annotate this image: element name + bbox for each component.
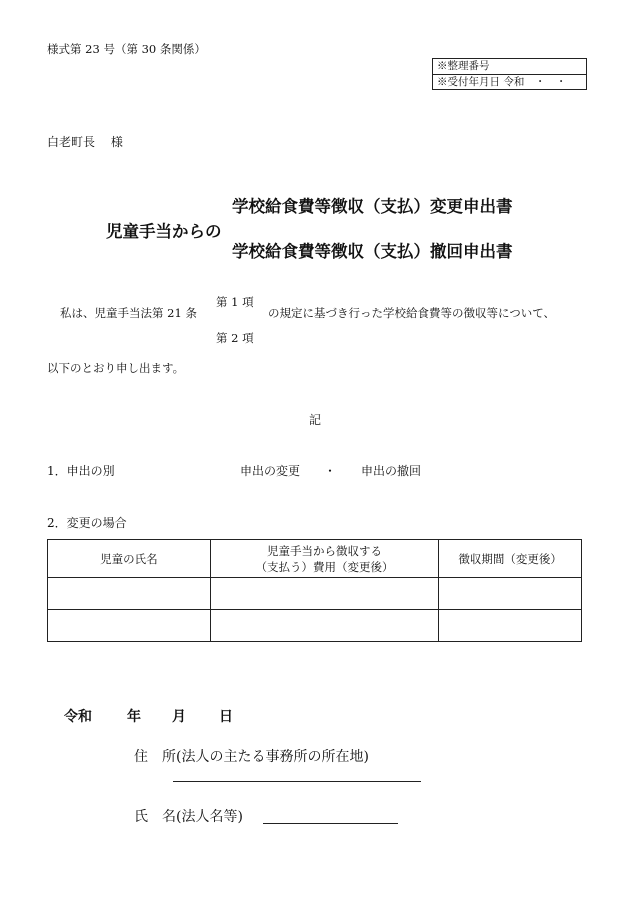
form-number: 様式第 23 号（第 30 条関係）	[47, 42, 206, 56]
addressee: 白老町長 様	[47, 135, 123, 149]
date-month[interactable]: 月	[172, 709, 186, 725]
ki-heading: 記	[309, 413, 322, 427]
header-fee-line2: （支払う）費用（変更後）	[255, 559, 394, 574]
option-separator: ・	[324, 464, 337, 478]
header-period: 徴収期間（変更後）	[439, 540, 582, 578]
date-year[interactable]: 年	[127, 709, 141, 725]
option-withdraw[interactable]: 申出の撤回	[361, 464, 422, 478]
table-cell-fee[interactable]	[210, 610, 439, 642]
header-fee	[210, 540, 439, 578]
section1-label: 1．申出の別	[47, 464, 115, 478]
table-cell-name[interactable]	[48, 610, 211, 642]
header-fee-line1: 児童手当から徴収する	[266, 543, 382, 558]
table-cell-name[interactable]	[48, 578, 211, 610]
table-cell-period[interactable]	[439, 578, 582, 610]
name-line[interactable]	[263, 823, 398, 824]
title-withdraw: 学校給食費等徴収（支払）撤回申出書	[232, 242, 513, 261]
name-label: 氏 名(法人名等)	[134, 809, 243, 825]
address-line[interactable]	[173, 781, 421, 782]
change-table	[47, 539, 582, 642]
title-change: 学校給食費等徴収（支払）変更申出書	[232, 197, 513, 216]
header-child-name: 児童の氏名	[48, 540, 211, 578]
reception-box	[432, 58, 587, 90]
option-change[interactable]: 申出の変更	[240, 464, 301, 478]
table-row	[48, 578, 582, 610]
reference-number-label: ※整理番号	[437, 60, 490, 72]
declaration-part-a: 私は、児童手当法第 21 条	[60, 306, 197, 320]
address-label: 住 所(法人の主たる事務所の所在地)	[134, 749, 369, 765]
date-era: 令和	[64, 709, 92, 725]
declaration-part-b: の規定に基づき行った学校給食費等の徴収等について、	[268, 306, 556, 320]
declaration-item-1: 第 1 項	[216, 295, 254, 309]
table-header-row	[48, 540, 582, 578]
declaration-item-2: 第 2 項	[216, 331, 254, 345]
date-day[interactable]: 日	[219, 709, 233, 725]
table-cell-fee[interactable]	[210, 578, 439, 610]
section2-label: 2．変更の場合	[47, 516, 127, 530]
title-prefix: 児童手当からの	[106, 222, 222, 241]
table-row	[48, 610, 582, 642]
received-date-label: ※受付年月日 令和 ・ ・	[433, 74, 586, 90]
table-cell-period[interactable]	[439, 610, 582, 642]
declaration-part-c: 以下のとおり申し出ます。	[47, 361, 185, 375]
